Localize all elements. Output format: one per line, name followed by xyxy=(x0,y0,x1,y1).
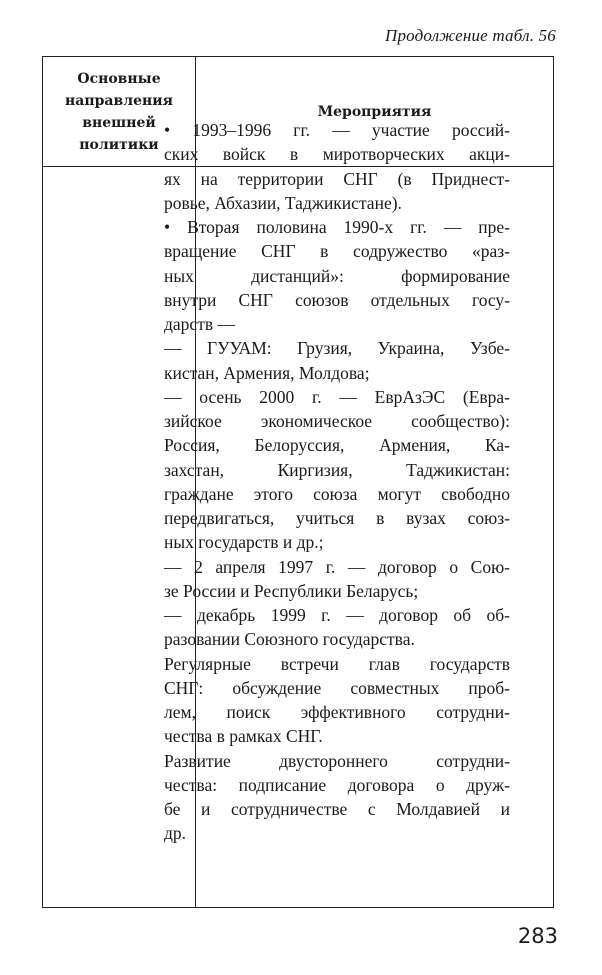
text-line: — осень 2000 г. — ЕврАзЭС (Евра- xyxy=(164,386,510,407)
text-line: • Вторая половина 1990-х гг. — пре- xyxy=(164,217,510,237)
text-line: Россия, Белоруссия, Армения, Ка- xyxy=(164,435,510,456)
text-line: дарств — xyxy=(164,314,235,334)
header-left-line: Основные xyxy=(77,70,161,87)
header-left-line: внешней xyxy=(82,114,156,131)
table-continuation-caption: Продолжение табл. 56 xyxy=(384,26,556,45)
text-line: вращение СНГ в содружество «раз- xyxy=(164,241,510,262)
text-line: ях на территории СНГ (в Приднест- xyxy=(164,168,510,189)
text-line: СНГ: обсуждение совместных проб- xyxy=(164,677,510,698)
header-left-line: направления xyxy=(65,92,173,109)
text-line: ных государств и др.; xyxy=(164,532,324,553)
header-left-line: политики xyxy=(79,136,159,153)
text-line: Регулярные встречи глав государств xyxy=(164,653,510,674)
text-line: чества в рамках СНГ. xyxy=(164,726,323,747)
text-line: внутри СНГ союзов отдельных госу- xyxy=(164,289,510,310)
text-line: зийское экономическое сообщество): xyxy=(164,411,510,431)
text-line: захстан, Киргизия, Таджикистан: xyxy=(164,459,510,480)
text-line: — 2 апреля 1997 г. — договор о Сою- xyxy=(164,556,510,577)
text-line: др. xyxy=(164,823,187,844)
measures-cell xyxy=(164,118,510,846)
text-line: • 1993–1996 гг. — участие россий- xyxy=(164,120,510,140)
text-line: бе и сотрудничестве с Молдавией и xyxy=(164,799,510,819)
text-line: — декабрь 1999 г. — договор об об- xyxy=(164,605,510,625)
header-right-label: Мероприятия xyxy=(317,103,432,120)
text-line: разовании Союзного государства. xyxy=(164,629,415,650)
text-line: граждане этого союза могут свободно xyxy=(164,483,510,504)
page-number: 283 xyxy=(517,924,558,948)
text-line: ских войск в миротворческих акци- xyxy=(164,144,510,165)
text-line: — ГУУАМ: Грузия, Украина, Узбе- xyxy=(164,338,510,359)
text-line: ровье, Абхазии, Таджикистане). xyxy=(164,192,402,213)
text-line: Развитие двустороннего сотрудни- xyxy=(164,750,510,771)
text-line: лем, поиск эффективного сотрудни- xyxy=(164,702,510,722)
text-line: зе России и Республики Беларусь; xyxy=(164,580,419,601)
text-line: чества: подписание договора о друж- xyxy=(164,774,510,795)
text-line: кистан, Армения, Молдова; xyxy=(164,362,370,383)
text-line: ных дистанций»: формирование xyxy=(164,265,510,286)
text-line: передвигаться, учиться в вузах союз- xyxy=(164,508,510,528)
